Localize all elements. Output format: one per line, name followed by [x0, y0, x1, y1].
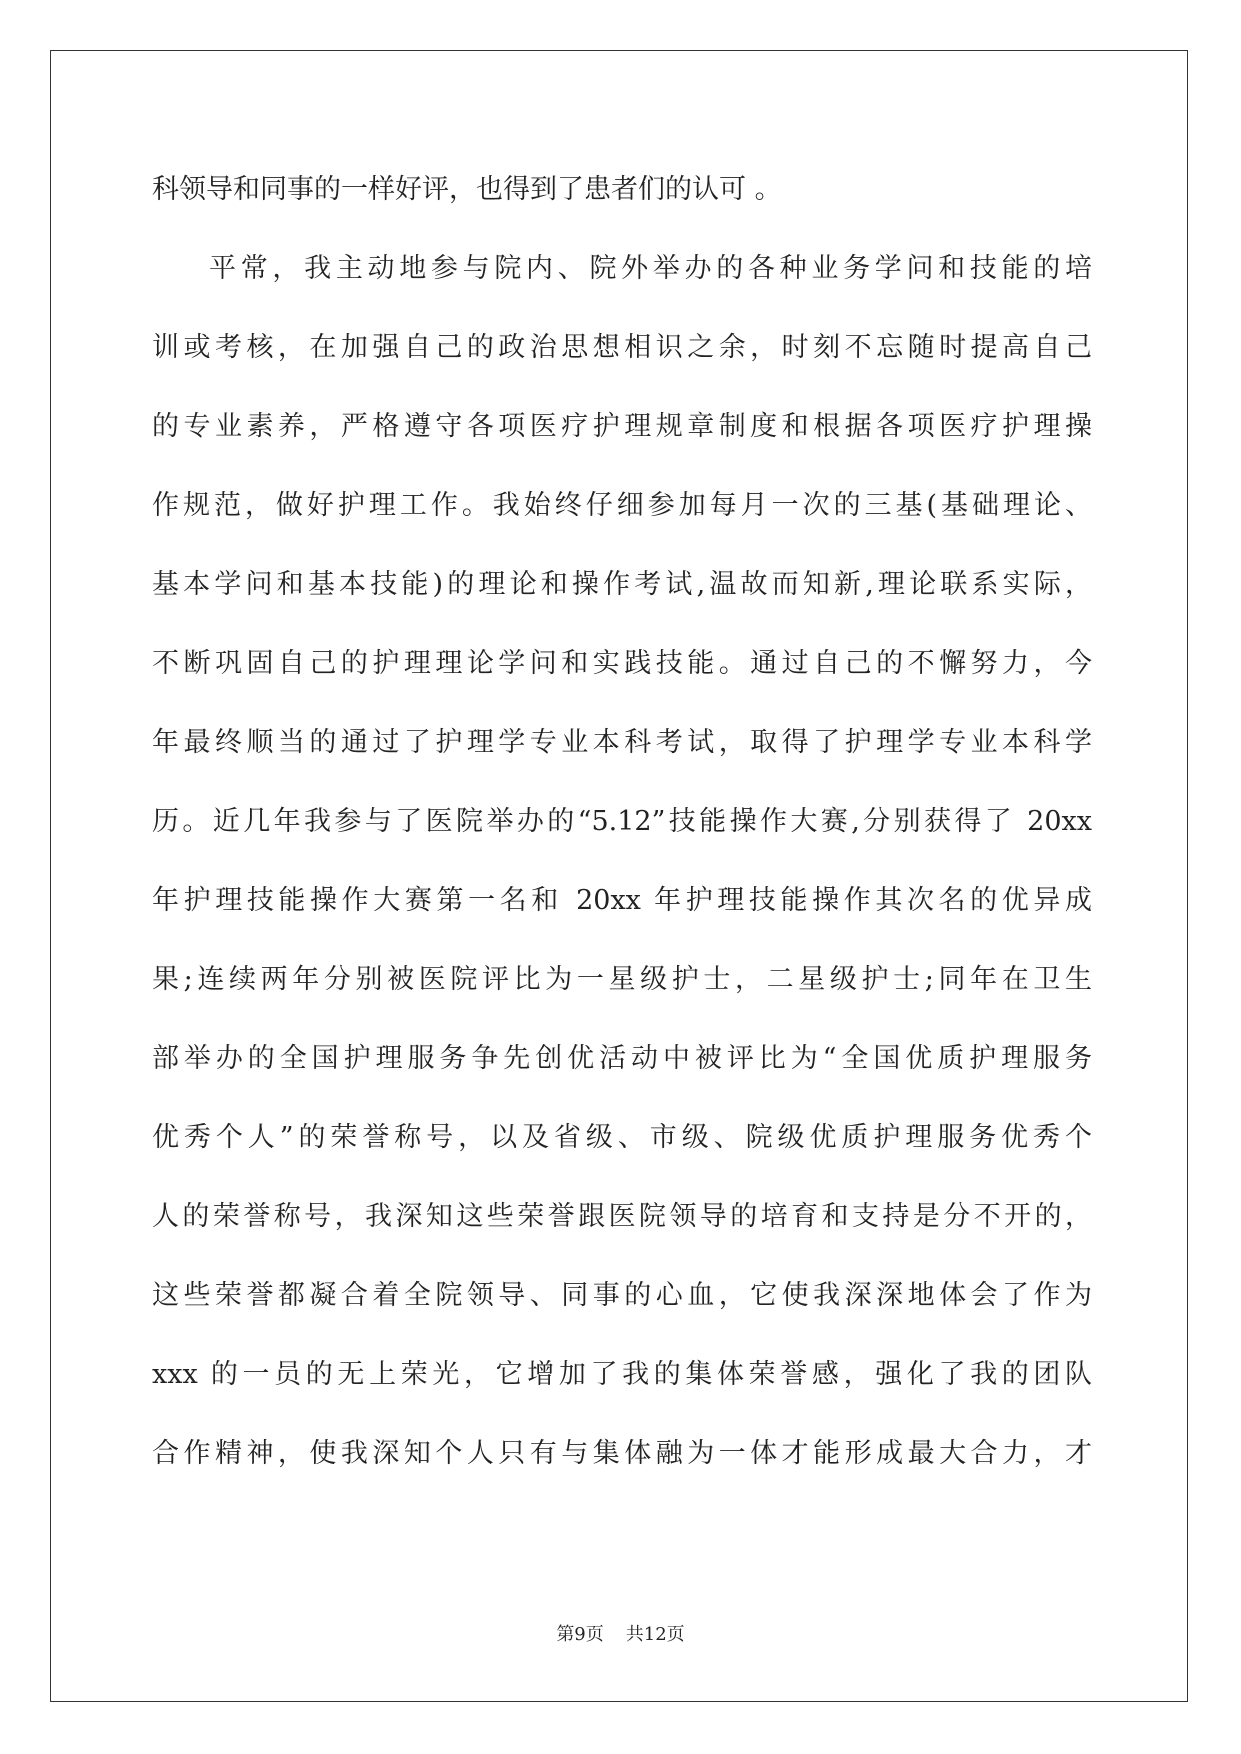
page-footer	[0, 1620, 1241, 1646]
text-line-14: 人的荣誉称号，我深知这些荣誉跟医院领导的培育和支持是分不开的，	[152, 1201, 1092, 1232]
text-line-6: 基本学问和基本技能)的理论和操作考试,温故而知新,理论联系实际，	[152, 569, 1092, 600]
text-line-12: 部举办的全国护理服务争先创优活动中被评比为“全国优质护理服务	[152, 1043, 1092, 1074]
text-line-1: 科领导和同事的一样好评，也得到了患者们的认可 。	[152, 174, 782, 205]
text-line-7: 不断巩固自己的护理理论学问和实践技能。通过自己的不懈努力，今	[152, 648, 1092, 679]
text-line-4: 的专业素养，严格遵守各项医疗护理规章制度和根据各项医疗护理操	[152, 411, 1092, 442]
text-line-8: 年最终顺当的通过了护理学专业本科考试，取得了护理学专业本科学	[152, 727, 1092, 758]
text-line-17: 合作精神，使我深知个人只有与集体融为一体才能形成最大合力，才	[152, 1438, 1092, 1469]
text-line-3: 训或考核，在加强自己的政治思想相识之余，时刻不忘随时提高自己	[152, 332, 1092, 363]
document-body	[152, 165, 1092, 1508]
text-line-5: 作规范，做好护理工作。我始终仔细参加每月一次的三基(基础理论、	[152, 490, 1092, 521]
text-line-9: 历。近几年我参与了医院举办的“5.12”技能操作大赛,分别获得了 20xx	[152, 806, 1092, 837]
text-line-16: xxx 的一员的无上荣光，它增加了我的集体荣誉感，强化了我的团队	[152, 1359, 1092, 1390]
page-number: 第9页	[556, 1624, 604, 1645]
text-line-13: 优秀个人”的荣誉称号，以及省级、市级、院级优质护理服务优秀个	[152, 1122, 1092, 1153]
text-line-11: 果;连续两年分别被医院评比为一星级护士，二星级护士;同年在卫生	[152, 964, 1092, 995]
text-line-2: 平常，我主动地参与院内、院外举办的各种业务学问和技能的培	[209, 253, 1092, 284]
text-line-15: 这些荣誉都凝合着全院领导、同事的心血，它使我深深地体会了作为	[152, 1280, 1092, 1311]
page-total: 共12页	[625, 1624, 685, 1645]
text-line-10: 年护理技能操作大赛第一名和 20xx 年护理技能操作其次名的优异成	[152, 885, 1092, 916]
